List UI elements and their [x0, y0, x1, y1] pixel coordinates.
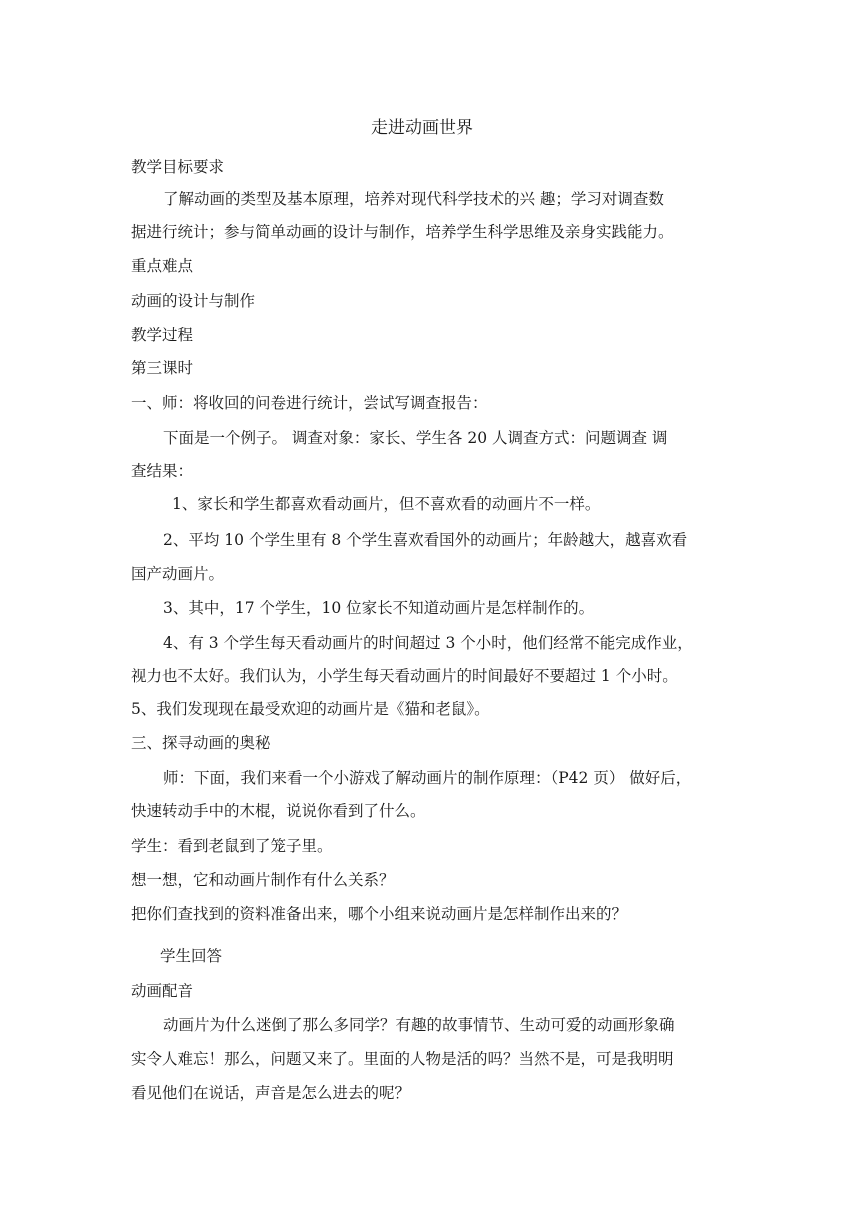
- paragraph-line: 动画片为什么迷倒了那么多同学？有趣的故事情节、生动可爱的动画形象确: [163, 1016, 675, 1034]
- paragraph-line: 查结果：: [131, 462, 194, 480]
- paragraph-line: 想一想，它和动画片制作有什么关系？: [131, 871, 395, 889]
- list-item-continuation: 国产动画片。: [131, 565, 225, 583]
- heading-key-points: 重点难点: [131, 257, 194, 275]
- heading-teaching-goals: 教学目标要求: [131, 158, 225, 176]
- list-item: 3、其中，17 个学生，10 位家长不知道动画片是怎样制作的。: [163, 599, 595, 617]
- list-item: 2、平均 10 个学生里有 8 个学生喜欢看国外的动画片；年龄越大，越喜欢看: [163, 531, 688, 549]
- section-heading: 一、师：将收回的问卷进行统计，尝试写调查报告：: [131, 394, 488, 412]
- paragraph-line: 快速转动手中的木棍，说说你看到了什么。: [131, 802, 426, 820]
- paragraph-line: 实令人难忘！那么，问题又来了。里面的人物是活的吗？当然不是，可是我明明: [131, 1050, 674, 1068]
- paragraph-line: 动画的设计与制作: [131, 292, 256, 310]
- paragraph-line: 了解动画的类型及基本原理，培养对现代科学技术的兴 趣；学习对调查数: [163, 190, 664, 208]
- document-title: 走进动画世界: [371, 118, 473, 138]
- heading-dubbing: 动画配音: [131, 982, 194, 1000]
- paragraph-line: 下面是一个例子。 调查对象：家长、学生各 20 人调查方式：问题调查 调: [163, 429, 668, 447]
- paragraph-line: 看见他们在说话，声音是怎么进去的呢？: [131, 1084, 411, 1102]
- paragraph-line: 学生回答: [160, 947, 223, 965]
- paragraph-line: 把你们查找到的资料准备出来，哪个小组来说动画片是怎样制作出来的？: [131, 905, 628, 923]
- list-item: 1、家长和学生都喜欢看动画片，但不喜欢看的动画片不一样。: [172, 495, 601, 513]
- list-item-continuation: 视力也不太好。我们认为，小学生每天看动画片的时间最好不要超过 1 个小时。: [131, 667, 678, 685]
- section-heading: 三、探寻动画的奥秘: [131, 734, 271, 752]
- paragraph-line: 师：下面，我们来看一个小游戏了解动画片的制作原理：（P42 页） 做好后，: [163, 769, 692, 787]
- heading-teaching-process: 教学过程: [131, 326, 194, 344]
- paragraph-line: 据进行统计；参与简单动画的设计与制作，培养学生科学思维及亲身实践能力。: [131, 223, 674, 241]
- list-item: 4、有 3 个学生每天看动画片的时间超过 3 个小时，他们经常不能完成作业，: [163, 634, 693, 652]
- list-item: 5、我们发现现在最受欢迎的动画片是《猫和老鼠》。: [131, 700, 490, 718]
- paragraph-line: 学生：看到老鼠到了笼子里。: [131, 837, 333, 855]
- heading-third-lesson: 第三课时: [131, 359, 194, 377]
